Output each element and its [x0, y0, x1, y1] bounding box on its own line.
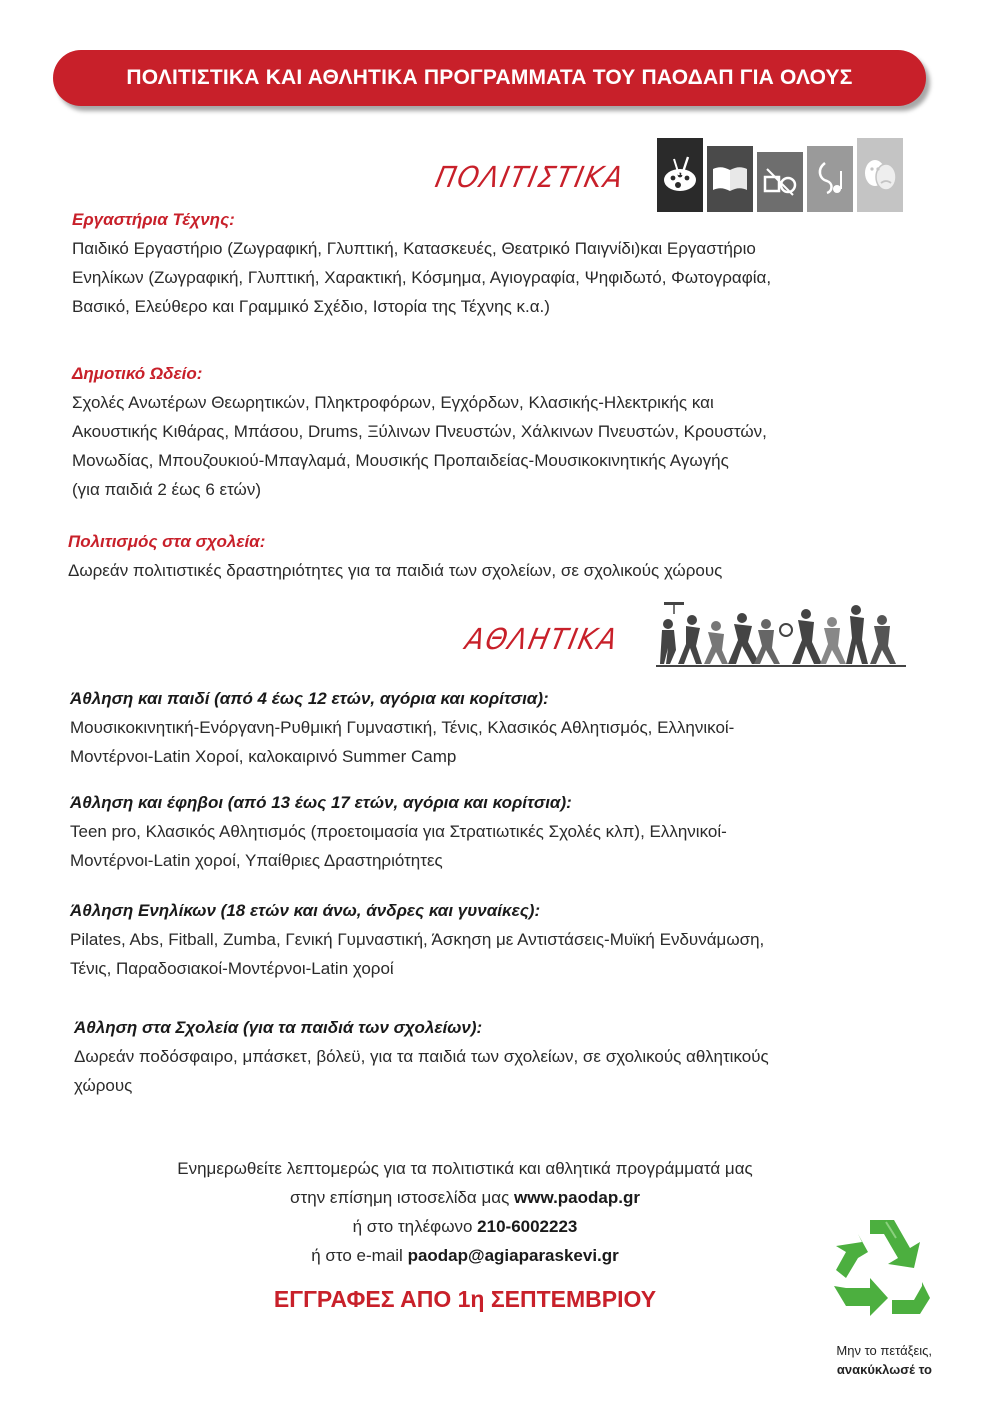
section-line: (για παιδιά 2 έως 6 ετών): [72, 480, 261, 499]
sports-section-adults: [70, 901, 950, 983]
culture-title: ΠΟΛΙΤΙΣΤΙΚΑ: [432, 160, 628, 194]
email-prefix: ή στο e-mail: [311, 1246, 403, 1265]
contact-intro: Ενημερωθείτε λεπτομερώς για τα πολιτιστικά και αθλητικά προγράμματά μας: [177, 1159, 753, 1178]
section-line: χώρους: [74, 1076, 133, 1095]
section-line: Teen pro, Κλασικός Αθλητισμός (προετοιμασία για Στρατιωτικές Σχολές κλπ), Ελληνικοί-: [70, 822, 727, 841]
theater-masks-icon: [857, 138, 903, 212]
culture-section-schools: [68, 532, 938, 585]
recycle-note: [782, 1341, 932, 1379]
section-line: Βασικό, Ελεύθερο και Γραμμικό Σχέδιο, Ιστορία της Τέχνης κ.α.): [72, 297, 550, 316]
section-line: Μονωδίας, Μπουζουκιού-Μπαγλαμά, Μουσικής Προπαιδείας-Μουσικοκινητικής Αγωγής: [72, 451, 729, 470]
sports-baseline: [656, 665, 906, 667]
recycle-line-2: ανακύκλωσέ το: [836, 1362, 932, 1377]
banner-title: ΠΟΛΙΤΙΣΤΙΚΑ ΚΑΙ ΑΘΛΗΤΙΚΑ ΠΡΟΓΡΑΜΜΑΤΑ ΤΟΥ ΠΑΟΔΑΠ ΓΙΑ ΟΛΟΥΣ: [126, 66, 853, 89]
email-link[interactable]: paodap@agiaparaskevi.gr: [407, 1246, 619, 1265]
sports-silhouettes-icon: [656, 600, 906, 666]
culture-icon-strip: [657, 138, 903, 212]
culture-section-conservatory: [72, 364, 942, 504]
website-link[interactable]: www.paodap.gr: [514, 1188, 640, 1207]
section-line: Δωρεάν πολιτιστικές δραστηριότητες για τα παιδιά των σχολείων, σε σχολικούς χώρους: [68, 561, 723, 580]
sports-title: ΑΘΛΗΤΙΚΑ: [462, 622, 622, 656]
section-line: Παιδικό Εργαστήριο (Ζωγραφική, Γλυπτική, Κατασκευές, Θεατρικό Παιγνίδι)και Εργαστήριο: [72, 239, 756, 258]
section-line: Δωρεάν ποδόσφαιρο, μπάσκετ, βόλεϋ, για τα παιδιά των σχολείων, σε σχολικούς αθλητικούς: [74, 1047, 769, 1066]
section-heading: Άθληση και παιδί (από 4 έως 12 ετών, αγόρια και κορίτσια):: [70, 689, 549, 708]
book-icon: [707, 146, 753, 212]
sports-section-children: [70, 689, 950, 771]
sports-section-teens: [70, 793, 950, 875]
section-heading: Άθληση Ενηλίκων (18 ετών και άνω, άνδρες και γυναίκες):: [70, 901, 541, 920]
section-line: Μουσικοκινητική-Ενόργανη-Ρυθμική Γυμναστική, Τένις, Κλασικός Αθλητισμός, Ελληνικοί-: [70, 718, 735, 737]
section-line: Μοντέρνοι-Latin χοροί, Υπαίθριες Δραστηριότητες: [70, 851, 443, 870]
culture-section-art-workshops: [72, 210, 942, 321]
registration-notice: ΕΓΓΡΑΦΕΣ ΑΠΟ 1η ΣΕΠΤΕΜΒΡΙΟΥ: [273, 1286, 657, 1312]
header-banner: [53, 50, 926, 106]
website-line: [100, 1183, 830, 1212]
phone-line: [100, 1212, 830, 1241]
section-line: Ενηλίκων (Ζωγραφική, Γλυπτική, Χαρακτική, Κόσμημα, Αγιογραφία, Ψηφιδωτό, Φωτογραφία,: [72, 268, 772, 287]
recycle-line-1: Μην το πετάξεις,: [836, 1343, 932, 1358]
section-heading: Δημοτικό Ωδείο:: [72, 364, 203, 383]
music-note-icon: [807, 146, 853, 212]
recycle-icon: [826, 1212, 938, 1322]
phone-number[interactable]: 210-6002223: [477, 1217, 578, 1236]
section-line: Σχολές Ανωτέρων Θεωρητικών, Πληκτροφόρων, Εγχόρδων, Κλασικής-Ηλεκτρικής και: [72, 393, 714, 412]
contact-info: [100, 1154, 830, 1270]
art-tools-icon: [757, 152, 803, 212]
website-prefix: στην επίσημη ιστοσελίδα μας: [290, 1188, 510, 1207]
email-line: [100, 1241, 830, 1270]
section-line: Pilates, Abs, Fitball, Zumba, Γενική Γυμναστική, Άσκηση με Αντιστάσεις-Μυϊκή Ενδυνάμωση,: [70, 930, 765, 949]
sports-section-schools: [74, 1018, 954, 1100]
palette-icon: [657, 138, 703, 212]
phone-prefix: ή στο τηλέφωνο: [352, 1217, 473, 1236]
section-heading: Πολιτισμός στα σχολεία:: [68, 532, 266, 551]
section-line: Τένις, Παραδοσιακοί-Μοντέρνοι-Latin χοροί: [70, 959, 394, 978]
section-heading: Εργαστήρια Τέχνης:: [72, 210, 235, 229]
section-line: Μοντέρνοι-Latin Χοροί, καλοκαιρινό Summer Camp: [70, 747, 457, 766]
section-heading: Άθληση και έφηβοι (από 13 έως 17 ετών, αγόρια και κορίτσια):: [70, 793, 572, 812]
section-heading: Άθληση στα Σχολεία (για τα παιδιά των σχολείων):: [74, 1018, 483, 1037]
section-line: Ακουστικής Κιθάρας, Μπάσου, Drums, Ξύλινων Πνευστών, Χάλκινων Πνευστών, Κρουστών,: [72, 422, 767, 441]
